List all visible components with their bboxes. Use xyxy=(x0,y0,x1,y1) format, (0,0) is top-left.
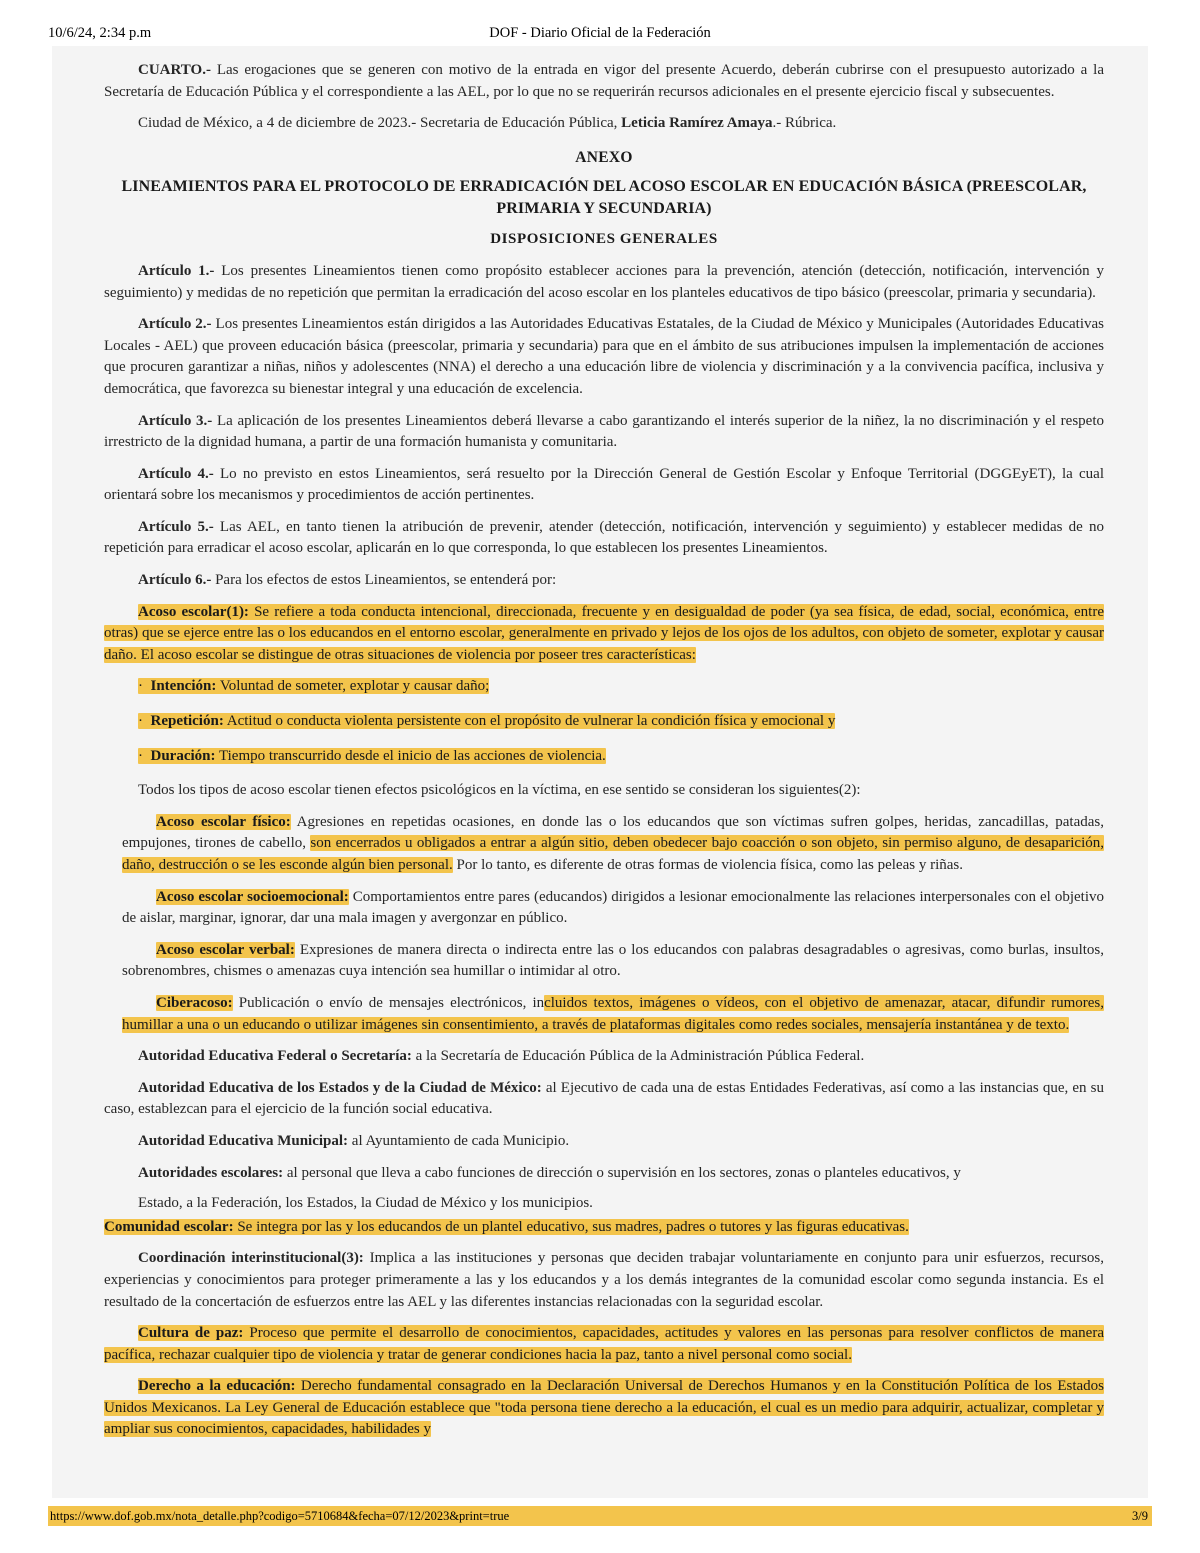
caracteristica-repeticion-bullet: · xyxy=(138,713,143,730)
tipo-acoso-fisico-body-pre: Agresiones en repetidas ocasiones, en donde las o los educandos que son víctimas sufren golpes, heridas, zancadillas, patadas, empujones, tirones de cabello, xyxy=(122,813,1104,852)
articulo-5-body: Las AEL, en tanto tienen la atribución de prevenir, atender (detección, notificación, intervención y seguimiento) y establecer medidas de no repetición para erradicar el acoso escolar, aplicarán en lo que corresponda, lo que establecen los presentes Lineamientos. xyxy=(104,518,1104,557)
articulo-2-body: Los presentes Lineamientos están dirigidos a las Autoridades Educativas Estatales, de la Ciudad de México y Municipales (Autoridades Educativas Locales - AEL) que proveen educación básica (preescolar, primaria y secundaria) para que en el ámbito de sus atribuciones impulsen la implementación de acciones que procuren garantizar a niñas, niños y adolescentes (NNA) el derecho a una educación libre de violencia y discriminación y a la convivencia pacífica, inclusiva y democrática, que favorezca su bienestar integral y una educación de excelencia. xyxy=(104,316,1104,397)
definition-cultura-de-paz-label: Cultura de paz: xyxy=(138,1325,244,1342)
caracteristica-intencion xyxy=(104,676,1104,698)
definition-autoridad-federal xyxy=(104,1046,1104,1068)
articulo-5 xyxy=(104,517,1104,560)
articulo-3 xyxy=(104,411,1104,454)
definition-autoridades-escolares-body: al personal que lleva a cabo funciones de dirección o supervisión en los sectores, zonas o planteles educativos, y xyxy=(283,1164,961,1181)
articulo-4-body: Lo no previsto en estos Lineamientos, será resuelto por la Dirección General de Gestión Escolar y Enfoque Territorial (DGGEyET), la cual orientará sobre los mecanismos y procedimientos de acción pertinentes. xyxy=(104,465,1104,504)
articulo-2-label: Artículo 2.- xyxy=(138,316,212,333)
cuarto-label: CUARTO.- xyxy=(138,62,211,78)
definition-autoridad-federal-body: a la Secretaría de Educación Pública de la Administración Pública Federal. xyxy=(411,1048,865,1065)
definition-autoridad-federal-label: Autoridad Educativa Federal o Secretaría: xyxy=(138,1048,412,1065)
section-heading-disposiciones: DISPOSICIONES GENERALES xyxy=(490,230,718,247)
tipo-ciberacoso-body-pre: Publicación o envío de mensajes electrónicos, in xyxy=(232,994,545,1011)
paragraph-signature xyxy=(104,113,1104,135)
articulo-6-label: Artículo 6.- xyxy=(138,572,212,589)
print-footer-page-number: 3/9 xyxy=(1132,1508,1148,1523)
document-page xyxy=(52,46,1148,1498)
definition-comunidad-escolar-label: Comunidad escolar: xyxy=(104,1218,234,1235)
tipo-acoso-verbal-label: Acoso escolar verbal: xyxy=(156,941,295,958)
articulo-6 xyxy=(104,570,1104,592)
articulo-4-label: Artículo 4.- xyxy=(138,465,214,482)
definition-autoridades-escolares xyxy=(104,1163,1104,1185)
print-header-date: 10/6/24, 2:34 p.m xyxy=(48,24,152,41)
tipo-acoso-verbal-body-pre: Expresiones de manera directa o indirecta entre las o los educandos con palabras desagradables o agresivas, como burlas, insultos, sobrenombres, chismes o amenazas cuya intención sea humillar o intimidar al otro. xyxy=(122,941,1104,980)
definition-coordinacion-body: Implica a las instituciones y personas que deciden trabajar voluntariamente en conjunto para unir esfuerzos, recursos, experiencias y conocimientos para proteger primeramente a las y los educandos y a los demás integrantes de la comunidad escolar como segunda instancia. Es el resultado de la concertación de esfuerzos entre las AEL y las diferentes instancias relacionadas con la seguridad escolar. xyxy=(104,1250,1105,1310)
articulo-1-label: Artículo 1.- xyxy=(138,262,215,279)
print-footer xyxy=(48,1506,1152,1526)
print-header xyxy=(0,22,1200,44)
caracteristica-repeticion-body: Actitud o conducta violenta persistente con el propósito de vulnerar la condición física y emocional y xyxy=(223,713,836,730)
articulo-4 xyxy=(104,464,1104,507)
tipo-acoso-fisico-body-highlighted: son encerrados u obligados a entrar a algún sitio, deben obedecer bajo coacción o son objeto, sin permiso alguno, de desaparición, daño, destrucción o se les esconde algún bien personal. xyxy=(122,835,1104,873)
definition-cultura-de-paz xyxy=(104,1323,1104,1366)
articulo-3-body: La aplicación de los presentes Lineamientos deberá llevarse a cabo garantizando el interés superior de la niñez, la no discriminación y el respeto irrestricto de la dignidad humana, a partir de una formación humanista y comunitaria. xyxy=(104,412,1104,451)
definition-autoridad-estados-body: al Ejecutivo de cada una de estas Entidades Federativas, así como a las instancias que, en su caso, establezcan para el ejercicio de la función social educativa. xyxy=(104,1079,1105,1118)
acoso-escolar-body: Se refiere a toda conducta intencional, direccionada, frecuente y en desigualdad de poder (ya sea física, de edad, social, económica, entre otras) que se ejerce entre las o los educandos en el entorno escolar, generalmente en privado y lejos de los ojos de los adultos, con objeto de someter, explotar y causar daño. El acoso escolar se distingue de otras situaciones de violencia por poseer tres características: xyxy=(104,603,1104,663)
caracteristica-intencion-bullet: · xyxy=(138,678,143,695)
definition-coordinacion-interinstitucional xyxy=(104,1248,1104,1313)
definition-acoso-escolar xyxy=(104,602,1104,667)
tipo-ciberacoso-label: Ciberacoso: xyxy=(156,994,233,1011)
tipo-acoso-socioemocional xyxy=(104,887,1104,930)
articulo-1 xyxy=(104,261,1104,304)
print-footer-url[interactable]: https://www.dof.gob.mx/nota_detalle.php?codigo=5710684&fecha=07/12/2023&print=true xyxy=(50,1508,510,1523)
document-title: LINEAMIENTOS PARA EL PROTOCOLO DE ERRADICACIÓN DEL ACOSO ESCOLAR EN EDUCACIÓN BÁSICA (PREESCOLAR, PRIMARIA Y SECUNDARIA) xyxy=(121,177,1087,217)
definition-autoridades-escolares-label: Autoridades escolares: xyxy=(138,1164,284,1181)
acoso-escolar-label: Acoso escolar(1): xyxy=(138,603,249,620)
tipo-ciberacoso-body-highlighted: cluidos textos, imágenes o vídeos, con el objetivo de amenazar, atacar, difundir rumores, humillar a una o un educando o utilizar imágenes sin consentimiento, a través de plataformas digitales como redes sociales, mensajería instantánea y de texto. xyxy=(122,994,1104,1033)
caracteristica-duracion-bullet: · xyxy=(138,747,143,764)
anexo-label: ANEXO xyxy=(575,148,633,166)
caracteristica-duracion-body: Tiempo transcurrido desde el inicio de las acciones de violencia. xyxy=(215,747,606,764)
articulo-2 xyxy=(104,314,1104,400)
definition-derecho-educacion-label: Derecho a la educación: xyxy=(138,1378,296,1395)
print-header-title: DOF - Diario Oficial de la Federación xyxy=(489,24,711,41)
definition-comunidad-escolar-body: Se integra por las y los educandos de un plantel educativo, sus madres, padres o tutores y las figuras educativas. xyxy=(233,1218,909,1235)
definition-derecho-a-la-educacion xyxy=(104,1376,1104,1441)
caracteristica-intencion-label: Intención: xyxy=(150,678,217,695)
tipo-acoso-fisico-body-post: Por lo tanto, es diferente de otras formas de violencia física, como las peleas y riñas. xyxy=(452,857,963,873)
articulo-3-label: Artículo 3.- xyxy=(138,412,213,429)
tipo-acoso-fisico xyxy=(104,812,1104,877)
caracteristica-intencion-body: Voluntad de someter, explotar y causar daño; xyxy=(216,678,490,695)
articulo-1-body: Los presentes Lineamientos tienen como propósito establecer acciones para la prevención, atención (detección, notificación, intervención y seguimiento) y medidas de no repetición que permitan la erradicación del acoso escolar en los planteles educativos de tipo básico (preescolar, primaria y secundaria). xyxy=(104,262,1104,301)
paragraph-cuarto xyxy=(104,60,1104,103)
signature-name: Leticia Ramírez Amaya xyxy=(621,115,773,132)
definition-derecho-educacion-body: Derecho fundamental consagrado en la Declaración Universal de Derechos Humanos y en la Constitución Política de los Estados Unidos Mexicanos. La Ley General de Educación establece que "toda persona tiene derecho a la educación, el cual es un medio para adquirir, actualizar, completar y ampliar sus conocimientos, capacidades, habilidades y xyxy=(104,1378,1104,1438)
definition-autoridad-estados xyxy=(104,1078,1104,1121)
tipo-acoso-socioemocional-label: Acoso escolar socioemocional: xyxy=(156,888,349,905)
tipo-acoso-verbal xyxy=(104,940,1104,983)
articulo-5-label: Artículo 5.- xyxy=(138,518,214,535)
definition-autoridad-municipal-label: Autoridad Educativa Municipal: xyxy=(138,1132,349,1149)
caracteristica-repeticion-label: Repetición: xyxy=(150,713,224,730)
caracteristica-repeticion xyxy=(104,711,1104,733)
articulo-6-body: Para los efectos de estos Lineamientos, se entenderá por: xyxy=(211,572,557,589)
definition-autoridad-estados-label: Autoridad Educativa de los Estados y de la Ciudad de México: xyxy=(138,1079,542,1096)
paragraph-estado-line: Estado, a la Federación, los Estados, la Ciudad de México y los municipios. xyxy=(138,1195,593,1212)
definition-coordinacion-label: Coordinación interinstitucional(3): xyxy=(138,1250,364,1267)
definition-autoridad-municipal-body: al Ayuntamiento de cada Municipio. xyxy=(348,1132,570,1149)
tipo-ciberacoso xyxy=(104,993,1104,1036)
definition-cultura-de-paz-body: Proceso que permite el desarrollo de conocimientos, capacidades, actitudes y valores en las personas para resolver conflictos de manera pacífica, rechazar cualquier tipo de violencia y tratar de generar condiciones hacia la paz, tanto a nivel personal como social. xyxy=(104,1325,1104,1363)
definition-comunidad-escolar xyxy=(104,1217,1104,1239)
caracteristica-duracion xyxy=(104,746,1104,768)
tipo-acoso-socioemocional-body-pre: Comportamientos entre pares (educandos) dirigidos a lesionar emocionalmente las relaciones interpersonales con el objetivo de aislar, marginar, ignorar, dar una mala imagen y avergonzar en público. xyxy=(122,888,1104,927)
signature-pre: Ciudad de México, a 4 de diciembre de 2023.- Secretaria de Educación Pública, xyxy=(138,115,622,132)
cuarto-body: Las erogaciones que se generen con motivo de la entrada en vigor del presente Acuerdo, deberán cubrirse con el presupuesto autorizado a la Secretaría de Educación Pública y el correspondiente a las AEL, por lo que no se requerirán recursos adicionales en el presente ejercicio fiscal y subsecuentes. xyxy=(104,62,1104,100)
caracteristica-duracion-label: Duración: xyxy=(150,747,216,764)
signature-post: .- Rúbrica. xyxy=(772,115,837,132)
paragraph-efectos-intro: Todos los tipos de acoso escolar tienen efectos psicológicos en la víctima, en ese sentido se consideran los siguientes(2): xyxy=(138,782,861,799)
tipo-acoso-fisico-label: Acoso escolar físico: xyxy=(156,813,291,830)
definition-autoridad-municipal xyxy=(104,1131,1104,1153)
